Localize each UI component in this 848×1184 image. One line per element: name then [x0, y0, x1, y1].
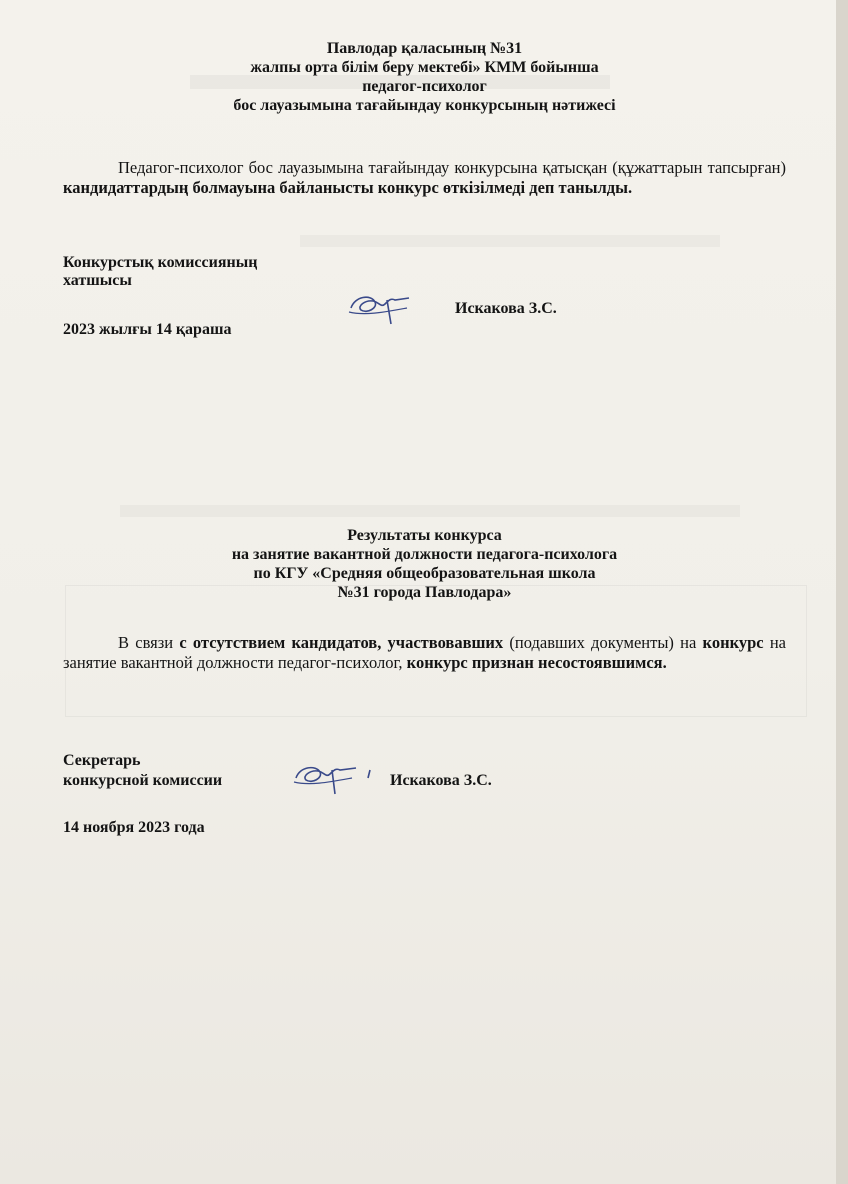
kk-secretary-name: Искакова З.С.	[455, 300, 557, 317]
kk-heading-line-2: жалпы орта білім беру мектебі» КММ бойынша	[250, 59, 599, 76]
kk-heading-line-1: Павлодар қаласының №31	[326, 40, 523, 57]
ru-signature	[290, 760, 378, 800]
ru-secretary-title-2: конкурсной комиссии	[63, 772, 223, 789]
ru-heading-line-3: по КГУ «Средняя общеобразовательная школа	[253, 565, 596, 582]
ru-heading-line-1: Результаты конкурса	[347, 527, 502, 544]
kk-paragraph-text: Педагог-психолог бос лауазымына тағайындау конкурсына қатысқан (құжаттарын тапсырған)	[118, 158, 786, 177]
page-edge	[836, 0, 848, 1184]
ru-paragraph-text-3: на занятие вакантной должности педагог-психолог,	[63, 633, 786, 672]
kk-date: 2023 жылғы 14 қараша	[63, 321, 232, 338]
ru-paragraph-bold-3: конкурс признан несостоявшимся.	[406, 653, 667, 672]
kk-secretary-title-1: Конкурстық комиссияның	[63, 254, 258, 271]
kk-heading	[63, 41, 786, 117]
kk-heading-line-3: педагог-психолог	[362, 78, 487, 95]
ru-paragraph-text-1: В связи	[118, 633, 180, 652]
ru-heading-line-4: №31 города Павлодара»	[337, 584, 512, 601]
ru-heading-line-2: на занятие вакантной должности педагога-психолога	[231, 546, 618, 563]
ru-paragraph-text-2: (подавших документы) на	[503, 633, 703, 652]
ru-heading	[63, 528, 786, 604]
show-through-bar	[300, 235, 720, 247]
kk-heading-line-4: бос лауазымына тағайындау конкурсының нәтижесі	[233, 97, 616, 114]
ru-result-paragraph	[63, 633, 786, 673]
ru-paragraph-bold-1: с отсутствием кандидатов, участвовавших	[179, 633, 504, 652]
kk-result-paragraph	[63, 158, 786, 198]
ru-secretary-title-1: Секретарь	[63, 752, 141, 769]
show-through-bar	[120, 505, 740, 517]
kk-secretary-title-2: хатшысы	[63, 272, 132, 289]
ru-date: 14 ноября 2023 года	[63, 819, 205, 836]
ru-paragraph-bold-2: конкурс	[702, 633, 764, 652]
kk-signature	[345, 288, 415, 330]
kk-paragraph-bold-text: кандидаттардың болмауына байланысты конкурс өткізілмеді деп танылды.	[63, 178, 633, 197]
ru-secretary-name: Искакова З.С.	[390, 772, 492, 789]
